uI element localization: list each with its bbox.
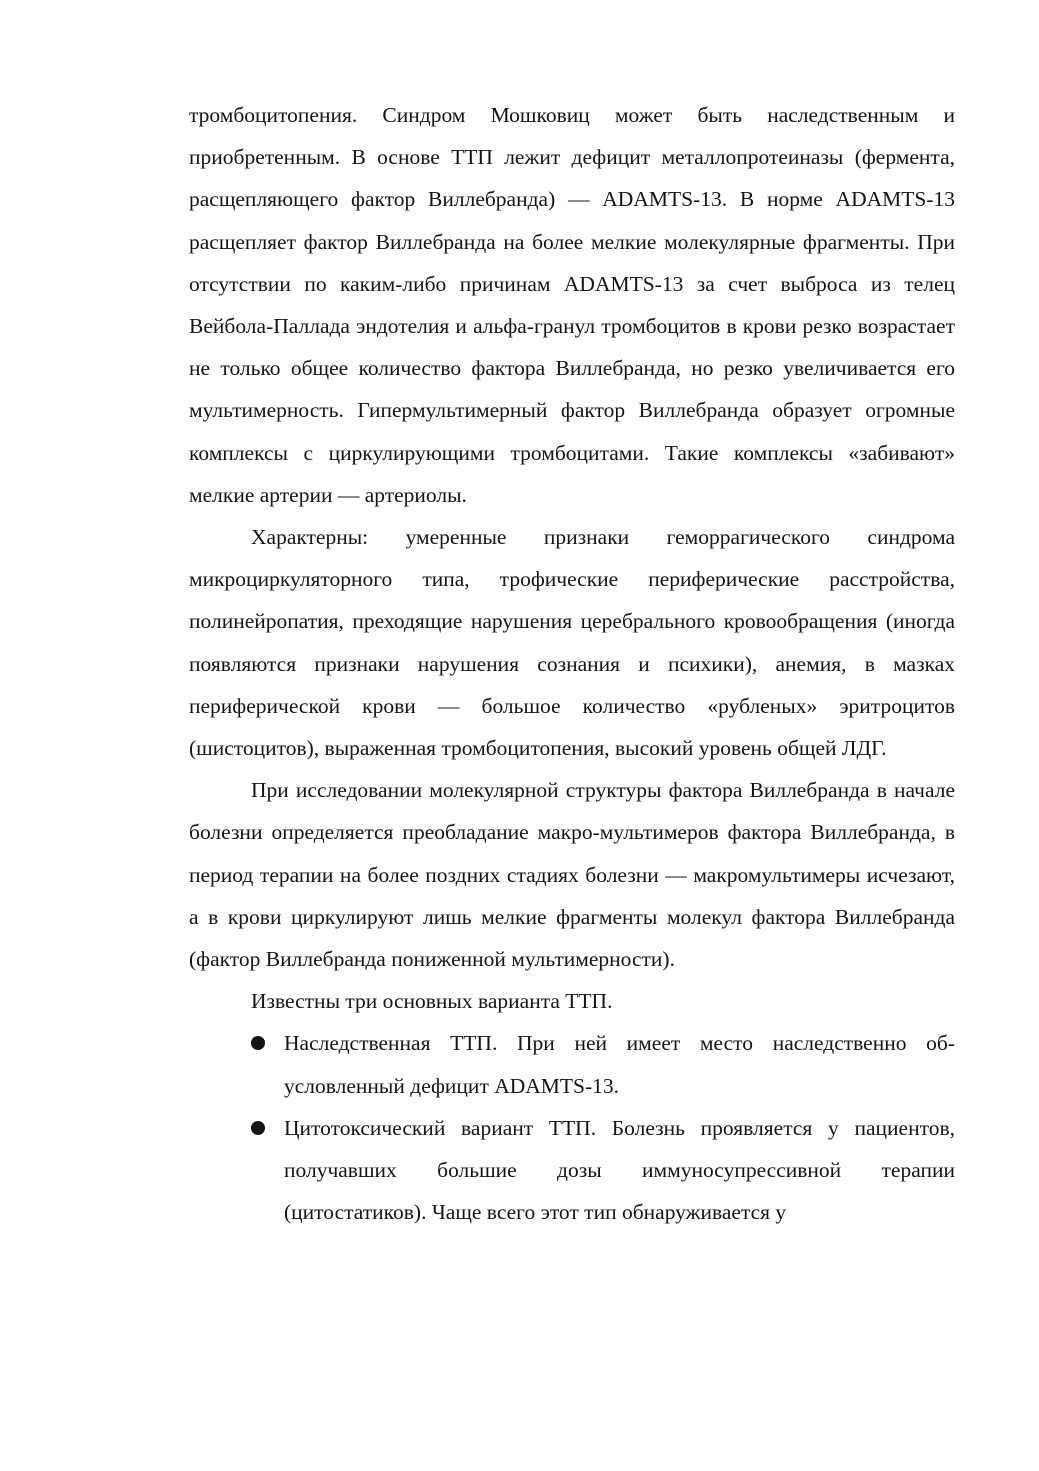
paragraph-ttp-pathogenesis: тромбоцитопения. Синдром Мошковиц может быть наследственным и приобретенным. В основе ТТП лежит дефицит металлопротеиназы (фермента, расщепляющего фактор Виллебранда) — ADAMTS-13. В норме ADAMTS-13 расщепляет фактор Виллебранда на более мелкие молекулярные фрагменты. При отсутствии по каким-либо причинам ADAMTS-13 за счет выброса из телец Вейбола-Паллада эндотелия и альфа-гранул тромбоцитов в крови резко возрастает не только общее количество фактора Виллебранда, но резко увеличивается его мультимерность. Гипермультимерный фактор Виллебранда образует огромные комплексы с циркулирующими тромбоцитами. Такие комплексы «забивают» мелкие артерии — артериолы. <box>189 103 955 507</box>
paragraph-molecular-structure: При исследовании молекулярной структуры фактора Виллебранда в начале болезни определяется преобладание макро-мультимеров фактора Виллебранда, в период терапии на более поздних стадиях болезни — макромультимеры исчезают, а в крови циркулируют лишь мелкие фрагменты молекул фактора Виллебранда (фактор Виллебранда пониженной мультимерности). <box>189 778 955 972</box>
paragraph-clinical-signs: Характерны: умеренные признаки геморрагического синдрома микроциркуляторного типа, трофические периферические расстройства, полинейропатия, преходящие нарушения церебрального кровообращения (иногда появляются признаки нарушения сознания и психики), анемия, в мазках периферической крови — большое количество «рубленых» эритроцитов (шистоцитов), выраженная тромбоцитопения, высокий уровень общей ЛДГ. <box>189 525 955 761</box>
list-item-text: Цитотоксический вариант ТТП. Болезнь проявляется у пациентов, получавших большие дозы иммуносупрессивной терапии (цитостатиков). Чаще всего этот тип обнаруживается у <box>284 1115 955 1225</box>
list-item <box>189 1107 955 1234</box>
document-body <box>189 94 955 1233</box>
list-item <box>189 1022 955 1106</box>
bullet-icon <box>251 1121 265 1135</box>
list-item-text: Наследственная ТТП. При ней имеет место наследственно об-условленный дефицит ADAMTS-13. <box>284 1031 955 1098</box>
variants-list <box>189 1022 955 1233</box>
bullet-icon <box>251 1036 265 1050</box>
paragraph-variants-intro: Известны три основных варианта ТТП. <box>251 989 613 1014</box>
